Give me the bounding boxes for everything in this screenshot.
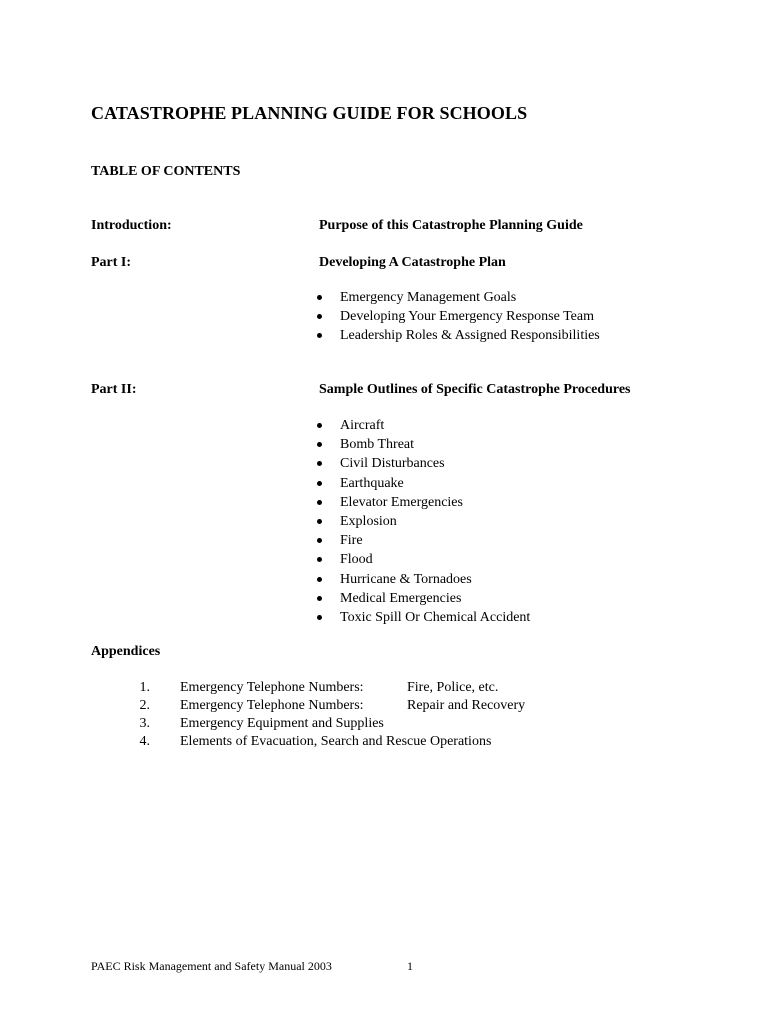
list-item-text: Emergency Management Goals: [340, 290, 517, 305]
bullet-icon: [317, 423, 322, 428]
appendix-text: Emergency Telephone Numbers:: [180, 680, 364, 695]
list-item-text: Toxic Spill Or Chemical Accident: [340, 609, 531, 625]
list-item-text: Bomb Threat: [340, 437, 415, 453]
introduction-label: Introduction:: [91, 218, 172, 233]
list-item: [313, 326, 600, 345]
list-item-text: Elevator Emergencies: [340, 494, 463, 510]
part2-label: Part II:: [91, 382, 137, 397]
list-item-text: Explosion: [340, 513, 397, 529]
list-item: [313, 512, 530, 531]
list-item-text: Fire: [340, 533, 363, 549]
bullet-icon: [317, 615, 322, 620]
list-item-text: Civil Disturbances: [340, 456, 445, 472]
document-title: CATASTROPHE PLANNING GUIDE FOR SCHOOLS: [91, 103, 528, 123]
toc-heading: TABLE OF CONTENTS: [91, 164, 241, 179]
list-item-text: Leadership Roles & Assigned Responsibilities: [340, 328, 600, 344]
appendices-heading: Appendices: [91, 644, 161, 659]
bullet-icon: [317, 596, 322, 601]
appendix-number: 4.: [139, 734, 150, 749]
appendix-number: 2.: [139, 698, 150, 713]
bullet-icon: [317, 481, 322, 486]
list-item: [313, 589, 530, 608]
part1-list: [313, 288, 600, 346]
list-item: [313, 570, 530, 589]
list-item: [313, 550, 530, 569]
bullet-icon: [317, 538, 322, 543]
part2-list: [313, 416, 530, 627]
list-item: [313, 435, 530, 454]
list-item-text: Aircraft: [340, 418, 385, 433]
bullet-icon: [317, 577, 322, 582]
list-item: [313, 288, 600, 307]
page-number: 1: [407, 959, 413, 973]
appendix-number: 1.: [139, 680, 150, 695]
list-item: [313, 493, 530, 512]
list-item: [313, 454, 530, 473]
appendix-text: Emergency Telephone Numbers:: [180, 698, 364, 713]
list-item-text: Hurricane & Tornadoes: [340, 571, 472, 587]
bullet-icon: [317, 333, 322, 338]
list-item: [313, 416, 530, 435]
bullet-icon: [317, 557, 322, 562]
appendix-extra: Fire, Police, etc.: [407, 680, 499, 695]
bullet-icon: [317, 295, 322, 300]
part2-heading: Sample Outlines of Specific Catastrophe Procedures: [319, 382, 631, 397]
appendix-text: Elements of Evacuation, Search and Rescue Operations: [180, 734, 492, 749]
list-item-text: Earthquake: [340, 475, 404, 491]
appendix-extra: Repair and Recovery: [407, 698, 526, 713]
list-item: [313, 608, 530, 627]
bullet-icon: [317, 519, 322, 524]
bullet-icon: [317, 442, 322, 447]
bullet-icon: [317, 314, 322, 319]
bullet-icon: [317, 500, 322, 505]
introduction-heading: Purpose of this Catastrophe Planning Guide: [319, 218, 583, 233]
part1-label: Part I:: [91, 255, 132, 270]
appendix-text: Emergency Equipment and Supplies: [180, 716, 384, 731]
list-item-text: Flood: [340, 552, 373, 568]
appendix-number: 3.: [139, 716, 150, 731]
list-item: [313, 474, 530, 493]
footer-text: PAEC Risk Management and Safety Manual 2003: [91, 959, 332, 973]
bullet-icon: [317, 461, 322, 466]
list-item-text: Medical Emergencies: [340, 590, 462, 606]
list-item-text: Developing Your Emergency Response Team: [340, 309, 594, 325]
list-item: [313, 307, 600, 326]
list-item: [313, 531, 530, 550]
part1-heading: Developing A Catastrophe Plan: [319, 255, 506, 270]
